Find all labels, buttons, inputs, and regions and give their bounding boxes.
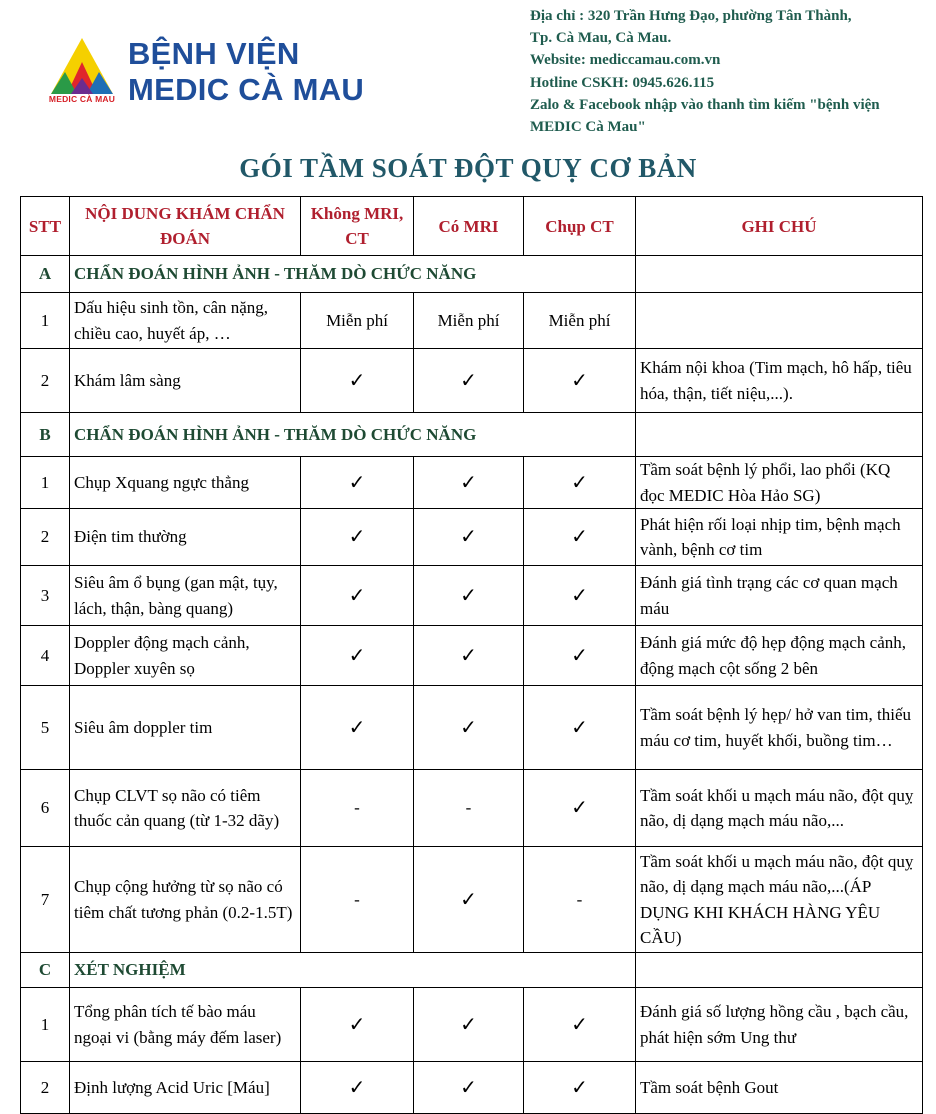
section-note-cell: [636, 256, 923, 293]
row-mri: ✓: [414, 847, 524, 953]
section-row: [21, 953, 923, 988]
table-header-row: [21, 197, 923, 256]
hospital-name: [128, 36, 364, 108]
header-stt: STT: [21, 197, 70, 256]
row-no-mri: ✓: [301, 988, 414, 1062]
table-row: [21, 626, 923, 686]
table-row: [21, 847, 923, 953]
header-ct: Chụp CT: [524, 197, 636, 256]
section-row: [21, 413, 923, 457]
row-ct: ✓: [524, 770, 636, 847]
row-note: [636, 293, 923, 349]
row-note: Tầm soát khối u mạch máu não, đột quỵ não, dị dạng mạch máu não,...(ÁP DỤNG KHI KHÁCH HÀNG YÊU CẦU): [636, 847, 923, 953]
hospital-name-line1: BỆNH VIỆN: [128, 36, 300, 71]
section-title: XÉT NGHIỆM: [70, 953, 636, 988]
row-stt: 3: [21, 566, 70, 626]
table-row: [21, 988, 923, 1062]
row-ct: ✓: [524, 1062, 636, 1114]
row-stt: 2: [21, 349, 70, 413]
row-content: Siêu âm ổ bụng (gan mật, tụy, lách, thận, bàng quang): [70, 566, 301, 626]
row-note: Tầm soát bệnh Gout: [636, 1062, 923, 1114]
contact-hotline: Hotline CSKH: 0945.626.115: [530, 74, 715, 91]
row-stt: 2: [21, 509, 70, 566]
row-no-mri: Miễn phí: [301, 293, 414, 349]
row-mri: ✓: [414, 626, 524, 686]
row-ct: ✓: [524, 626, 636, 686]
row-content: Chụp CLVT sọ não có tiêm thuốc cản quang (từ 1-32 dãy): [70, 770, 301, 847]
row-mri: ✓: [414, 457, 524, 509]
section-note-cell: [636, 953, 923, 988]
row-note: Tầm soát bệnh lý phổi, lao phổi (KQ đọc MEDIC Hòa Hảo SG): [636, 457, 923, 509]
row-note: Đánh giá mức độ hẹp động mạch cảnh, động mạch cột sống 2 bên: [636, 626, 923, 686]
header-mri: Có MRI: [414, 197, 524, 256]
row-content: Khám lâm sàng: [70, 349, 301, 413]
row-no-mri: -: [301, 770, 414, 847]
row-no-mri: ✓: [301, 1062, 414, 1114]
row-mri: ✓: [414, 988, 524, 1062]
row-note: Tầm soát khối u mạch máu não, đột quỵ não, dị dạng mạch máu não,...: [636, 770, 923, 847]
row-content: Điện tim thường: [70, 509, 301, 566]
row-note: Phát hiện rối loại nhịp tim, bệnh mạch vành, bệnh cơ tim: [636, 509, 923, 566]
table-body: [21, 256, 923, 1114]
row-content: Siêu âm doppler tim: [70, 686, 301, 770]
row-mri: ✓: [414, 686, 524, 770]
row-no-mri: ✓: [301, 509, 414, 566]
row-no-mri: ✓: [301, 686, 414, 770]
section-code: A: [21, 256, 70, 293]
row-stt: 5: [21, 686, 70, 770]
hospital-name-line2: MEDIC CÀ MAU: [128, 72, 365, 107]
row-ct: ✓: [524, 509, 636, 566]
row-stt: 7: [21, 847, 70, 953]
table-row: [21, 457, 923, 509]
row-mri: -: [414, 770, 524, 847]
section-title: CHẨN ĐOÁN HÌNH ẢNH - THĂM DÒ CHỨC NĂNG: [70, 413, 636, 457]
table-row: [21, 686, 923, 770]
page-title: GÓI TẦM SOÁT ĐỘT QUỴ CƠ BẢN: [239, 153, 697, 183]
section-code: B: [21, 413, 70, 457]
row-stt: 6: [21, 770, 70, 847]
row-note: Đánh giá số lượng hồng cầu , bạch cầu, phát hiện sớm Ung thư: [636, 988, 923, 1062]
table-row: [21, 1062, 923, 1114]
row-no-mri: -: [301, 847, 414, 953]
row-ct: -: [524, 847, 636, 953]
logo-caption: MEDIC CÀ MAU: [48, 94, 116, 104]
row-mri: ✓: [414, 566, 524, 626]
contact-social: Zalo & Facebook nhập vào thanh tìm kiếm "bệnh viện MEDIC Cà Mau": [530, 96, 880, 136]
header-no-mri: Không MRI, CT: [301, 197, 414, 256]
row-stt: 4: [21, 626, 70, 686]
contact-address-2: Tp. Cà Mau, Cà Mau.: [530, 30, 672, 47]
row-content: Chụp cộng hưởng từ sọ não có tiêm chất tương phản (0.2-1.5T): [70, 847, 301, 953]
header-note: GHI CHÚ: [636, 197, 923, 256]
row-mri: Miễn phí: [414, 293, 524, 349]
row-mri: ✓: [414, 349, 524, 413]
row-mri: ✓: [414, 1062, 524, 1114]
row-content: Định lượng Acid Uric [Máu]: [70, 1062, 301, 1114]
row-content: Chụp Xquang ngực thẳng: [70, 457, 301, 509]
row-stt: 2: [21, 1062, 70, 1114]
row-note: Đánh giá tình trạng các cơ quan mạch máu: [636, 566, 923, 626]
row-ct: ✓: [524, 349, 636, 413]
section-note-cell: [636, 413, 923, 457]
contact-website: Website: mediccamau.com.vn: [530, 52, 721, 69]
row-note: Tầm soát bệnh lý hẹp/ hở van tim, thiếu máu cơ tim, huyết khối, buồng tim…: [636, 686, 923, 770]
row-stt: 1: [21, 457, 70, 509]
header-content: NỘI DUNG KHÁM CHẨN ĐOÁN: [70, 197, 301, 256]
row-no-mri: ✓: [301, 626, 414, 686]
row-no-mri: ✓: [301, 349, 414, 413]
section-title: CHẨN ĐOÁN HÌNH ẢNH - THĂM DÒ CHỨC NĂNG: [70, 256, 636, 293]
table-row: [21, 509, 923, 566]
row-mri: ✓: [414, 509, 524, 566]
row-ct: Miễn phí: [524, 293, 636, 349]
section-code: C: [21, 953, 70, 988]
row-content: Doppler động mạch cảnh, Doppler xuyên sọ: [70, 626, 301, 686]
table-row: [21, 349, 923, 413]
row-ct: ✓: [524, 566, 636, 626]
row-ct: ✓: [524, 988, 636, 1062]
row-content: Tổng phân tích tế bào máu ngoại vi (bằng máy đếm laser): [70, 988, 301, 1062]
section-row: [21, 256, 923, 293]
row-content: Dấu hiệu sinh tồn, cân nặng, chiều cao, huyết áp, …: [70, 293, 301, 349]
table-row: [21, 293, 923, 349]
row-ct: ✓: [524, 686, 636, 770]
row-note: Khám nội khoa (Tim mạch, hô hấp, tiêu hóa, thận, tiết niệu,...).: [636, 349, 923, 413]
row-ct: ✓: [524, 457, 636, 509]
row-no-mri: ✓: [301, 457, 414, 509]
package-table: [20, 196, 923, 1114]
table-row: [21, 770, 923, 847]
row-no-mri: ✓: [301, 566, 414, 626]
contact-info: [530, 5, 930, 138]
row-stt: 1: [21, 293, 70, 349]
contact-address-1: Địa chỉ : 320 Trần Hưng Đạo, phường Tân Thành,: [530, 8, 852, 24]
row-stt: 1: [21, 988, 70, 1062]
table-row: [21, 566, 923, 626]
